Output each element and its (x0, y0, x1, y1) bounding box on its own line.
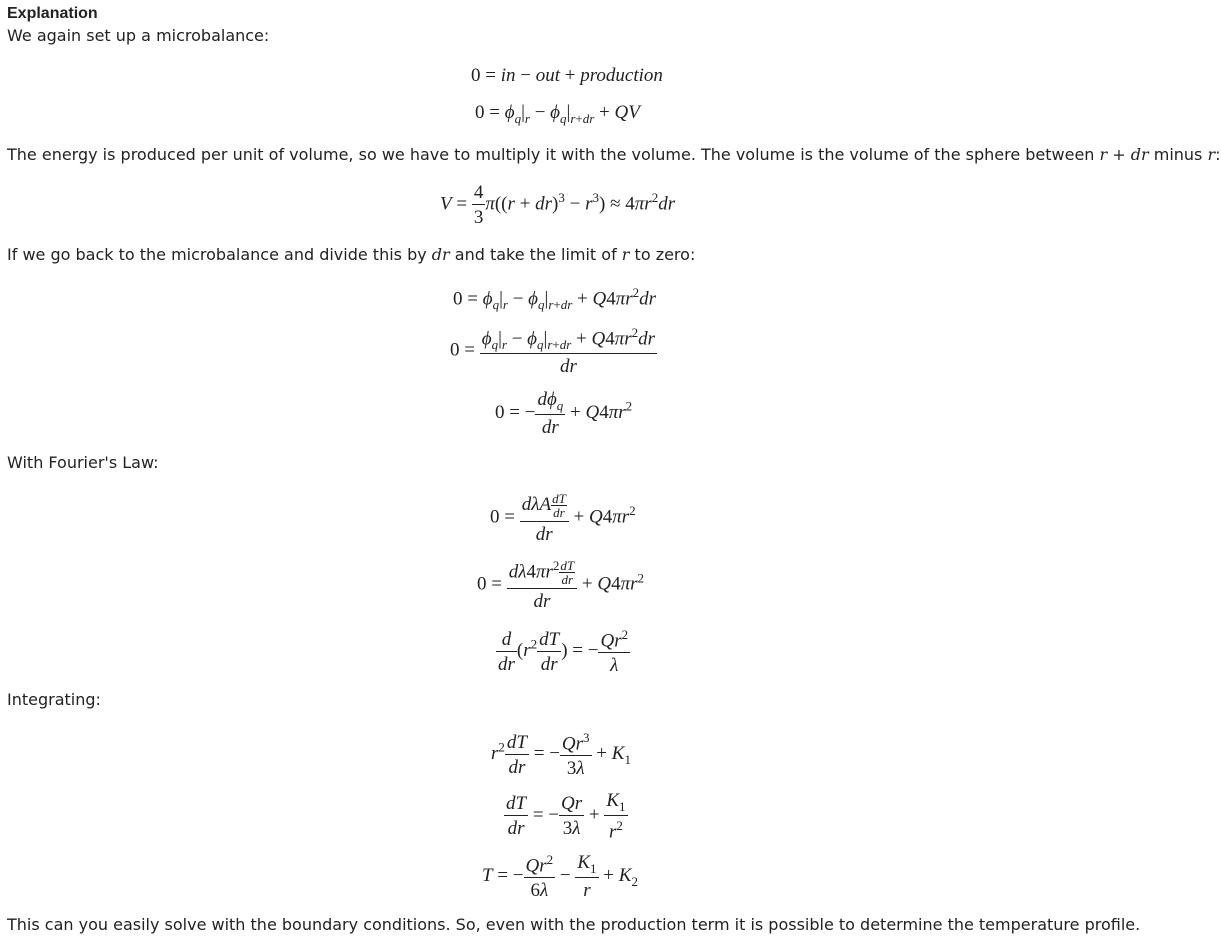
equation-fourier-2: 0 = $d\lambda 4\pi r^2$ $\frac{dT}{dr}$ dr + $Q4\pi r^2$ (477, 558, 644, 613)
limit-text-c: to zero: (629, 245, 696, 264)
equation-fourier-3: $\frac{d}{dr}$ ($r^2$ $\frac{dT}{dr}$ ) = − $\frac{Qr^2}{\lambda}$ (498, 627, 629, 677)
conclusion-paragraph: This can you easily solve with the boundary conditions. So, even with the production term it is possible to determine the temperature profile. (7, 915, 1141, 934)
equation-integrated-1: $r^2$ $\frac{dT}{dr}$ = − $\frac{Qr^3}{3\lambda}$ + $K_1$ (491, 730, 631, 780)
limit-paragraph (7, 245, 695, 265)
limit-math-dr: dr (431, 245, 450, 264)
equation-fourier-1: 0 = dλA $\frac{dT}{dr}$ dr + $Q4\pi r^2$ (490, 491, 636, 545)
volume-text-a: The energy is produced per unit of volume, so we have to multiply it with the volume. The volume is the volume of the sphere between (7, 145, 1100, 164)
integrating-paragraph: Integrating: (7, 690, 101, 709)
explanation-heading: Explanation (7, 5, 98, 22)
equation-balance-flux: $0 = \phi_q|_r - \phi_q|_{r+dr}$ + QV (475, 102, 640, 126)
limit-text-a: If we go back to the microbalance and divide this by (7, 245, 432, 264)
fourier-paragraph: With Fourier's Law: (7, 453, 159, 472)
volume-math-r: r (1207, 145, 1216, 164)
volume-text-c: : (1215, 145, 1221, 164)
volume-paragraph (7, 145, 1221, 165)
intro-paragraph: We again set up a microbalance: (7, 26, 270, 45)
equation-microbalance-1: $0 = \phi_q|_r - \phi_q|_{r+dr} + Q4\pi r^2dr$ (453, 285, 657, 313)
equation-microbalance-3: 0 = − $\frac{d\phi_q}{dr}$ + $Q4\pi r^2$ (495, 389, 633, 438)
limit-text-b: and take the limit of (449, 245, 622, 264)
equation-integrated-2: $\frac{dT}{dr}$ = − $\frac{Qr}{3\lambda}$ + $\frac{K_1}{r^2}$ (506, 790, 626, 843)
equation-balance-words: 0 = in − out + production (471, 65, 663, 86)
equation-volume: V = $\frac{4}{3}$ $\pi((r + dr)^3 - r^3) \approx 4\pi r^2dr$ (440, 182, 676, 228)
equation-microbalance-2: 0 = $\frac{\phi_q|_r - \phi_q|_{r+dr} + Q4\pi r^2dr}{dr}$ (450, 325, 656, 378)
volume-text-b: minus (1148, 145, 1208, 164)
limit-math-r: r (621, 245, 630, 264)
equation-temperature-profile: T = − $\frac{Qr^2}{6\lambda}$ − $\frac{K_1}{r}$ + $K_2$ (482, 852, 638, 902)
volume-math-r-dr: r + dr (1099, 145, 1149, 164)
